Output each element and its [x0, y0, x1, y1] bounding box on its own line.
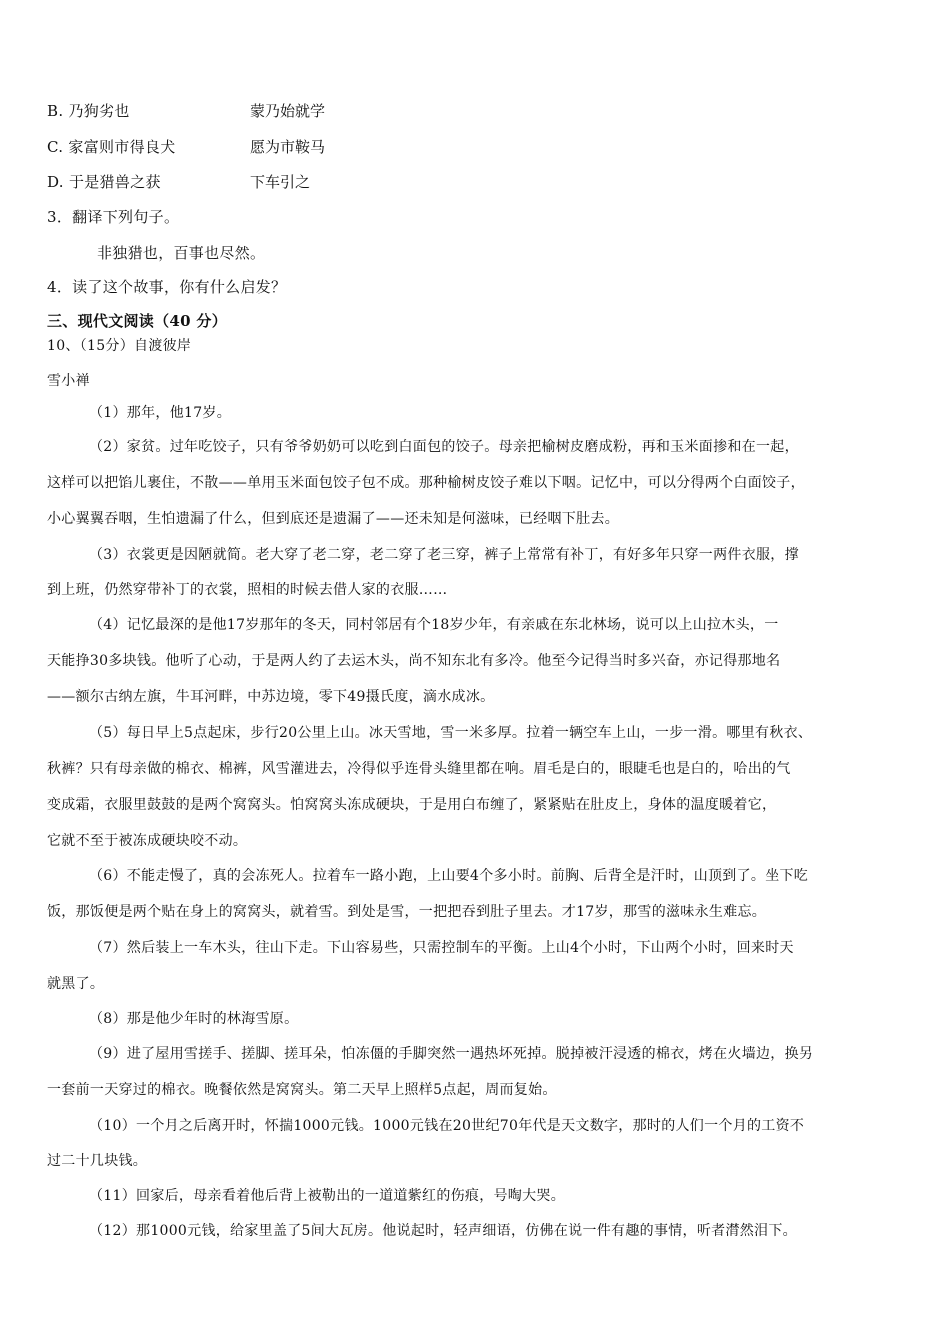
paragraph-4-line-2: 天能挣30多块钱。他听了心动，于是两人约了去运木头，尚不知东北有多冷。他至今记得当时多兴奋，亦记得那地名	[47, 653, 781, 669]
paragraph-2-line-3: 小心翼翼吞咽，生怕遗漏了什么，但到底还是遗漏了——还未知是何滋味，已经咽下肚去。	[47, 511, 619, 527]
paragraph-12-line-1: （12）那1000元钱，给家里盖了5间大瓦房。他说起时，轻声细语，仿佛在说一件有趣的事情，听者潸然泪下。	[89, 1223, 797, 1239]
option-c-right: 愿为市鞍马	[250, 138, 326, 156]
paragraph-6-line-2: 饭，那饭便是两个贴在身上的窝窝头，就着雪。到处是雪，一把把吞到肚子里去。才17岁，那雪的滋味永生难忘。	[47, 904, 767, 920]
option-b-left: B. 乃狗劣也	[47, 102, 130, 120]
option-d-left: D. 于是猎兽之获	[47, 173, 161, 191]
question-3-title: 3．翻译下列句子。	[47, 208, 180, 226]
paragraph-7-line-1: （7）然后装上一车木头，往山下走。下山容易些，只需控制车的平衡。上山4个小时，下山两个小时，回来时天	[89, 940, 794, 956]
paragraph-3-line-2: 到上班，仍然穿带补丁的衣裳，照相的时候去借人家的衣服……	[47, 582, 448, 598]
paragraph-2-line-1: （2）家贫。过年吃饺子，只有爷爷奶奶可以吃到白面包的饺子。母亲把榆树皮磨成粉，再和玉米面掺和在一起，	[89, 439, 799, 455]
paragraph-1-line-1: （1）那年，他17岁。	[89, 405, 232, 421]
question-10-title: 10、（15分）自渡彼岸	[47, 338, 192, 354]
paragraph-5-line-3: 变成霜，衣服里鼓鼓的是两个窝窝头。怕窝窝头冻成硬块，于是用白布缠了，紧紧贴在肚皮上，身体的温度暖着它，	[47, 797, 777, 813]
section-heading: 三、现代文阅读（40 分）	[47, 312, 227, 330]
paragraph-4-line-3: ——额尔古纳左旗，牛耳河畔，中苏边境，零下49摄氏度，滴水成冰。	[47, 689, 495, 705]
question-3-sentence: 非独猎也，百事也尽然。	[97, 244, 266, 262]
paragraph-2-line-2: 这样可以把馅儿裹住，不散——单用玉米面包饺子包不成。那种榆树皮饺子难以下咽。记忆中，可以分得两个白面饺子，	[47, 475, 805, 491]
paragraph-3-line-1: （3）衣裳更是因陋就简。老大穿了老二穿，老二穿了老三穿，裤子上常常有补丁，有好多年只穿一两件衣服，撑	[89, 547, 799, 563]
question-4-title: 4．读了这个故事，你有什么启发？	[47, 278, 287, 296]
paragraph-6-line-1: （6）不能走慢了，真的会冻死人。拉着车一路小跑，上山要4个多小时。前胸、后背全是汗时，山顶到了。坐下吃	[89, 868, 809, 884]
paragraph-10-line-1: （10）一个月之后离开时，怀揣1000元钱。1000元钱在20世纪70年代是天文数字，那时的人们一个月的工资不	[89, 1118, 805, 1134]
paragraph-4-line-1: （4）记忆最深的是他17岁那年的冬天，同村邻居有个18岁少年，有亲戚在东北林场，说可以上山拉木头，一	[89, 617, 779, 633]
paragraph-5-line-1: （5）每日早上5点起床，步行20公里上山。冰天雪地，雪一米多厚。拉着一辆空车上山，一步一滑。哪里有秋衣、	[89, 725, 813, 741]
paragraph-11-line-1: （11）回家后，母亲看着他后背上被勒出的一道道紫红的伤痕，号啕大哭。	[89, 1188, 566, 1204]
paragraph-7-line-2: 就黑了。	[47, 976, 105, 992]
article-author: 雪小禅	[47, 373, 90, 389]
paragraph-9-line-1: （9）进了屋用雪搓手、搓脚、搓耳朵，怕冻僵的手脚突然一遇热坏死掉。脱掉被汗浸透的棉衣，烤在火墙边，换另	[89, 1046, 814, 1062]
paragraph-9-line-2: 一套前一天穿过的棉衣。晚餐依然是窝窝头。第二天早上照样5点起，周而复始。	[47, 1082, 557, 1098]
option-b-right: 蒙乃始就学	[250, 102, 326, 120]
paragraph-5-line-2: 秋裤？只有母亲做的棉衣、棉裤，风雪灌进去，冷得似乎连骨头缝里都在响。眉毛是白的，眼睫毛也是白的，哈出的气	[47, 761, 791, 777]
option-c-left: C. 家富则市得良犬	[47, 138, 176, 156]
option-d-right: 下车引之	[250, 173, 311, 191]
paragraph-8-line-1: （8）那是他少年时的林海雪原。	[89, 1011, 299, 1027]
paragraph-5-line-4: 它就不至于被冻成硬块咬不动。	[47, 833, 248, 849]
paragraph-10-line-2: 过二十几块钱。	[47, 1153, 148, 1169]
